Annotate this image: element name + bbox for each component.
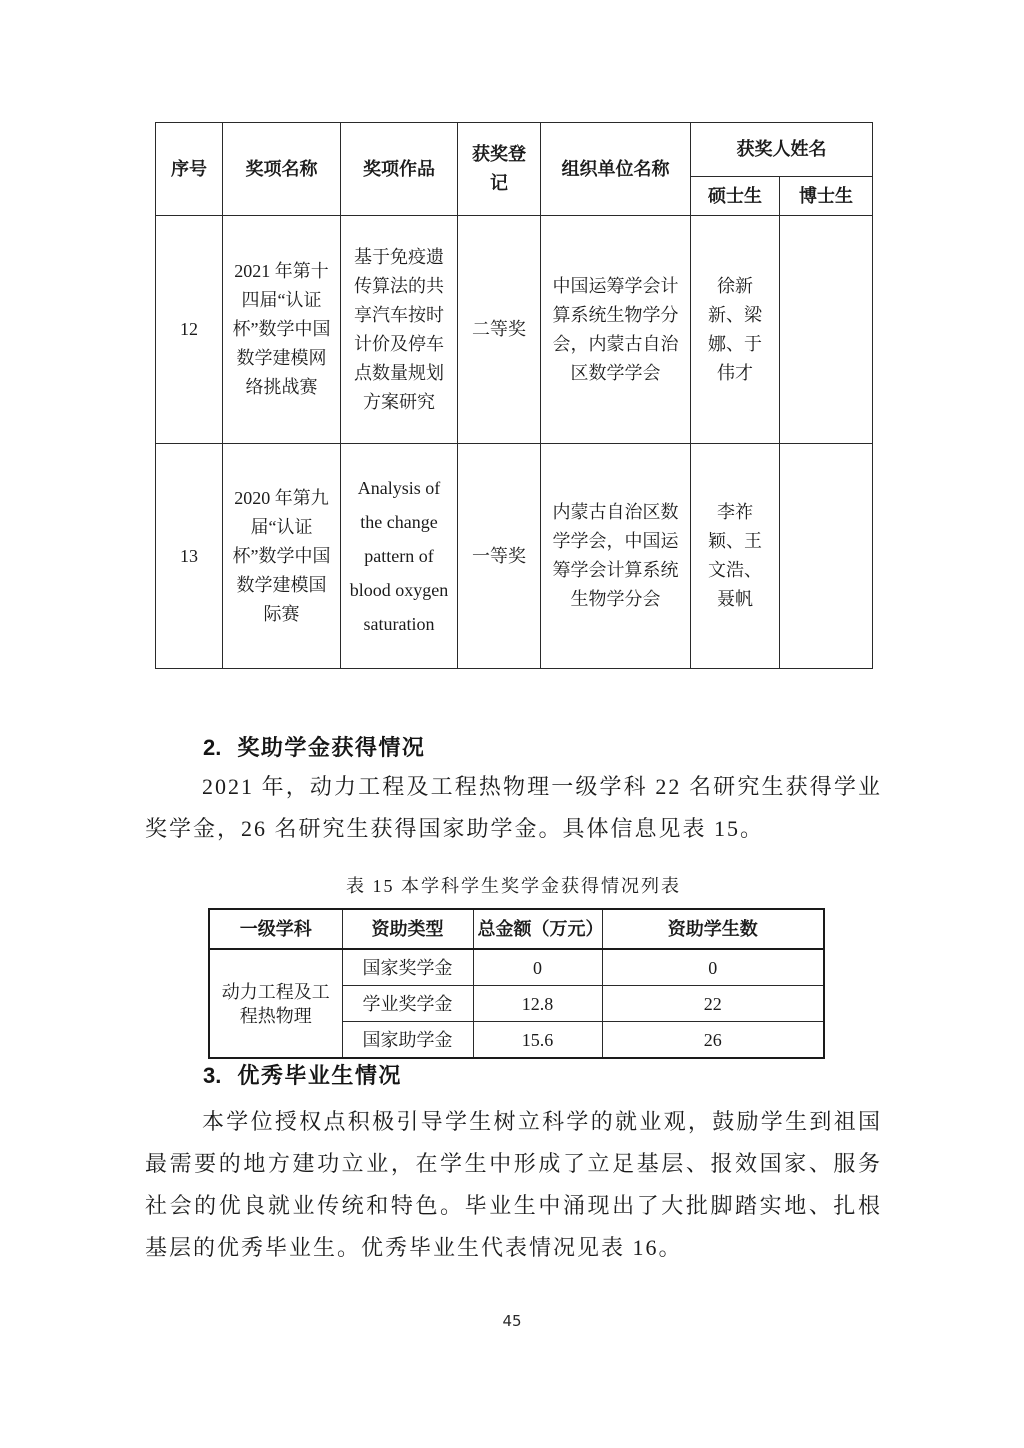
cell-org-name: 内蒙古自治区数学学会，中国运筹学会计算系统生物学分会: [541, 444, 691, 669]
header-master: 硕士生: [691, 177, 780, 216]
t15-header-students: 资助学生数: [602, 909, 824, 949]
table-15-header-row: [209, 909, 824, 949]
page-number: 45: [502, 1312, 522, 1330]
t15-cell-amount: 12.8: [473, 986, 602, 1022]
cell-award-level: 一等奖: [458, 444, 541, 669]
t15-cell-students: 0: [602, 949, 824, 986]
cell-award-level: 二等奖: [458, 216, 541, 444]
t15-cell-amount: 0: [473, 949, 602, 986]
table-15-row: [209, 949, 824, 986]
section-2-title: 奖助学金获得情况: [237, 735, 426, 760]
awards-row-12: [156, 216, 873, 444]
t15-cell-students: 26: [602, 1022, 824, 1059]
t15-cell-discipline: 动力工程及工程热物理: [209, 949, 342, 1058]
cell-doctor-names: [780, 444, 873, 669]
t15-cell-type: 国家助学金: [342, 1022, 473, 1059]
header-award-level: 获奖登记: [458, 123, 541, 216]
t15-header-discipline: 一级学科: [209, 909, 342, 949]
t15-header-type: 资助类型: [342, 909, 473, 949]
table-15-container: [208, 908, 825, 1059]
awards-header-row-1: [156, 123, 873, 177]
cell-master-names: 李祚颖、王文浩、聂帆: [691, 444, 780, 669]
cell-award-work: 基于免疫遗传算法的共享汽车按时计价及停车点数量规划 方案研究: [341, 216, 458, 444]
t15-cell-type: 学业奖学金: [342, 986, 473, 1022]
table-15: [208, 908, 825, 1059]
table-15-caption: 表 15 本学科学生奖学金获得情况列表: [346, 876, 681, 896]
header-doctor: 博士生: [780, 177, 873, 216]
awards-row-13: [156, 444, 873, 669]
t15-header-amount: 总金额（万元）: [473, 909, 602, 949]
section-3-paragraph: 本学位授权点积极引导学生树立科学的就业观，鼓励学生到祖国最需要的地方建功立业，在学生中形成了立足基层、报效国家、服务社会的优良就业传统和特色。毕业生中涌现出了大批脚踏实地、扎根基层的优秀毕业生。优秀毕业生代表情况见表 16。: [145, 1109, 882, 1260]
cell-index: 13: [156, 444, 223, 669]
t15-cell-amount: 15.6: [473, 1022, 602, 1059]
cell-master-names: 徐新新、梁娜、于伟才: [691, 216, 780, 444]
section-2-heading: [203, 731, 425, 762]
cell-index: 12: [156, 216, 223, 444]
t15-cell-students: 22: [602, 986, 824, 1022]
header-winner-names: 获奖人姓名: [691, 123, 873, 177]
cell-award-name: 2021 年第十四届“认证杯”数学中国数学建模网络挑战赛: [223, 216, 341, 444]
section-3-number: 3.: [203, 1063, 222, 1088]
header-index: 序号: [156, 123, 223, 216]
section-2-paragraph: 2021 年，动力工程及工程热物理一级学科 22 名研究生获得学业奖学金，26 名研究生获得国家助学金。具体信息见表 15。: [145, 774, 882, 841]
header-award-work: 奖项作品: [341, 123, 458, 216]
section-3-title: 优秀毕业生情况: [237, 1063, 402, 1088]
awards-table-container: [155, 122, 873, 669]
section-3-heading: [203, 1059, 402, 1090]
cell-doctor-names: [780, 216, 873, 444]
cell-award-name: 2020 年第九届“认证杯”数学中国数学建模国际赛: [223, 444, 341, 669]
t15-cell-type: 国家奖学金: [342, 949, 473, 986]
header-org-name: 组织单位名称: [541, 123, 691, 216]
awards-table: [155, 122, 873, 669]
cell-org-name: 中国运筹学会计算系统生物学分会，内蒙古自治区数学学会: [541, 216, 691, 444]
section-2-number: 2.: [203, 735, 222, 760]
cell-award-work: Analysis of the change pattern of blood oxygen saturation: [341, 444, 458, 669]
header-award-name: 奖项名称: [223, 123, 341, 216]
